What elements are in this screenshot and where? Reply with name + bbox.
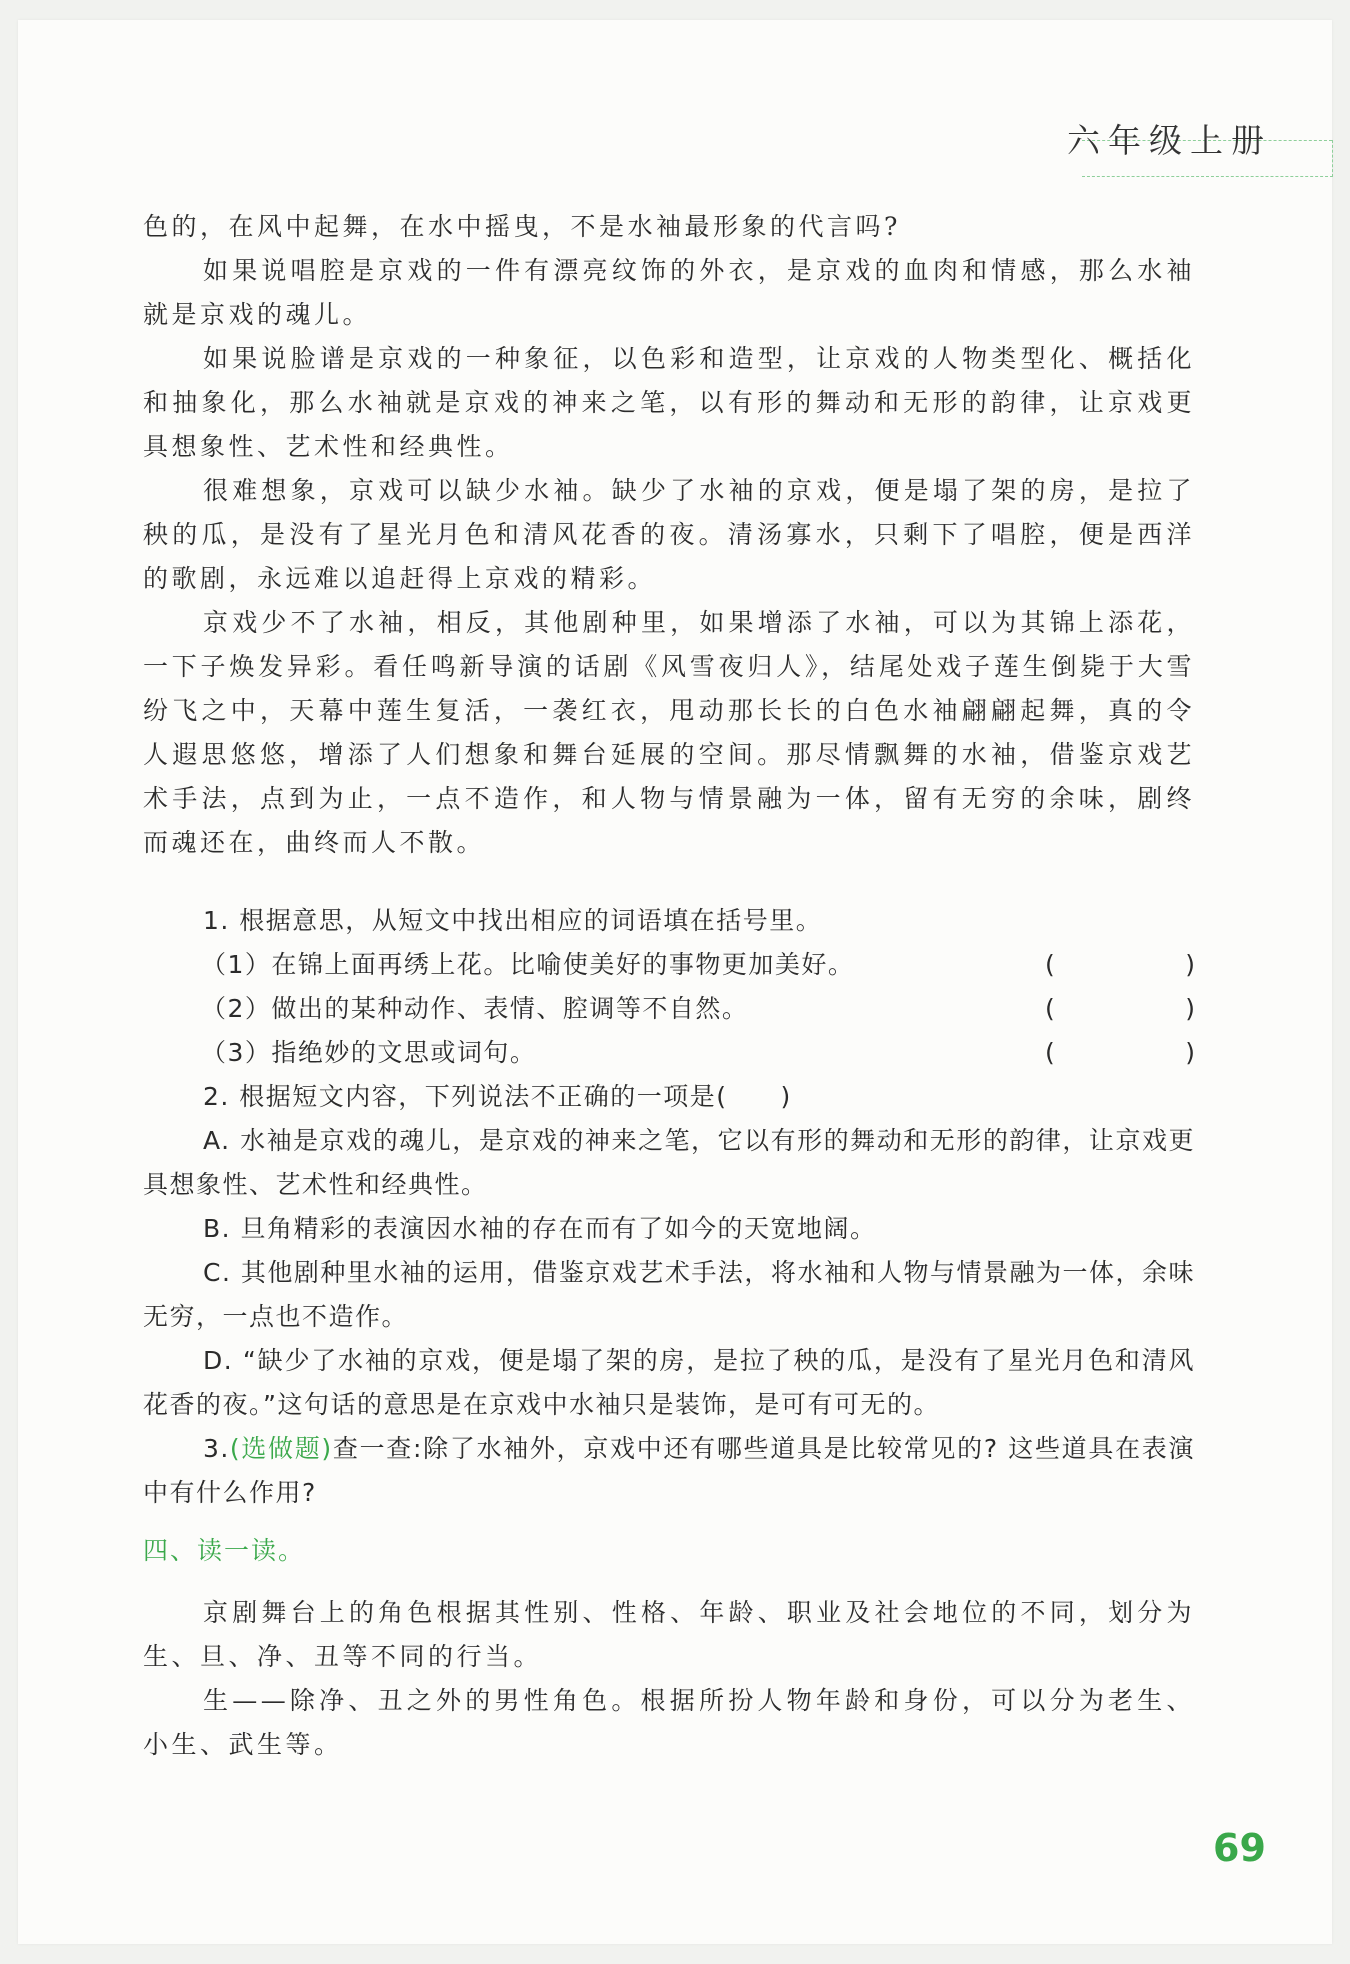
question-3-number: 3.	[203, 1434, 230, 1463]
question-1-item-text: （2）做出的某种动作、表情、腔调等不自然。	[201, 994, 749, 1023]
book-title: 六年级上册	[1067, 121, 1272, 160]
passage-paragraph: 如果说脸谱是京戏的一种象征，以色彩和造型，让京戏的人物类型化、概括化和抽象化，那么水袖就是京戏的神来之笔，以有形的舞动和无形的韵律，让京戏更具想象性、艺术性和经典性。	[143, 344, 1195, 461]
page-content	[143, 205, 1195, 1767]
question-1-stem: 1. 根据意思，从短文中找出相应的词语填在括号里。	[203, 906, 823, 935]
page-number: 69	[1213, 1826, 1266, 1870]
question-3-text: 查一查:除了水袖外，京戏中还有哪些道具是比较常见的? 这些道具在表演中有什么作用?	[143, 1434, 1195, 1507]
optional-tag: (选做题)	[229, 1434, 333, 1463]
question-1-item-text: （3）指绝妙的文思或词句。	[201, 1038, 537, 1067]
question-1-item	[143, 1031, 1195, 1075]
question-1-item	[143, 987, 1195, 1031]
question-2-option-d: D. “缺少了水袖的京戏，便是塌了架的房，是拉了秧的瓜，是没有了星光月色和清风花香的夜。”这句话的意思是在京戏中水袖只是装饰，是可有可无的。	[143, 1346, 1195, 1419]
answer-blank[interactable]: ( )	[1045, 1038, 1195, 1067]
passage-paragraph: 如果说唱腔是京戏的一件有漂亮纹饰的外衣，是京戏的血肉和情感，那么水袖就是京戏的魂儿。	[143, 256, 1195, 329]
answer-blank[interactable]: ( )	[1045, 994, 1195, 1023]
question-2-option-a: A. 水袖是京戏的魂儿，是京戏的神来之笔，它以有形的舞动和无形的韵律，让京戏更具想象性、艺术性和经典性。	[143, 1126, 1195, 1199]
passage-paragraph: 色的，在风中起舞，在水中摇曳，不是水袖最形象的代言吗?	[143, 212, 901, 241]
question-1-item-text: （1）在锦上面再绣上花。比喻使美好的事物更加美好。	[201, 950, 855, 979]
section-4-title: 四、读一读。	[143, 1536, 306, 1565]
section-4-paragraph: 京剧舞台上的角色根据其性别、性格、年龄、职业及社会地位的不同，划分为生、旦、净、丑等不同的行当。	[143, 1598, 1195, 1671]
question-3	[143, 1427, 1195, 1515]
answer-blank[interactable]: ( )	[1045, 950, 1195, 979]
passage-paragraph: 很难想象，京戏可以缺少水袖。缺少了水袖的京戏，便是塌了架的房，是拉了秧的瓜，是没有了星光月色和清风花香的夜。清汤寡水，只剩下了唱腔，便是西洋的歌剧，永远难以追赶得上京戏的精彩。	[143, 476, 1195, 593]
question-2-stem: 2. 根据短文内容，下列说法不正确的一项是( )	[203, 1082, 792, 1111]
question-2-option-b: B. 旦角精彩的表演因水袖的存在而有了如今的天宽地阔。	[203, 1214, 877, 1243]
section-4-paragraph: 生——除净、丑之外的男性角色。根据所扮人物年龄和身份，可以分为老生、小生、武生等。	[143, 1686, 1195, 1759]
passage-paragraph: 京戏少不了水袖，相反，其他剧种里，如果增添了水袖，可以为其锦上添花，一下子焕发异彩。看任鸣新导演的话剧《风雪夜归人》，结尾处戏子莲生倒毙于大雪纷飞之中，天幕中莲生复活，一袭红衣，甩动那长长的白色水袖翩翩起舞，真的令人遐思悠悠，增添了人们想象和舞台延展的空间。那尽情飘舞的水袖，借鉴京戏艺术手法，点到为止，一点不造作，和人物与情景融为一体，留有无穷的余味，剧终而魂还在，曲终而人不散。	[143, 608, 1195, 857]
question-2-option-c: C. 其他剧种里水袖的运用，借鉴京戏艺术手法，将水袖和人物与情景融为一体，余味无穷，一点也不造作。	[143, 1258, 1195, 1331]
question-1-item	[143, 943, 1195, 987]
